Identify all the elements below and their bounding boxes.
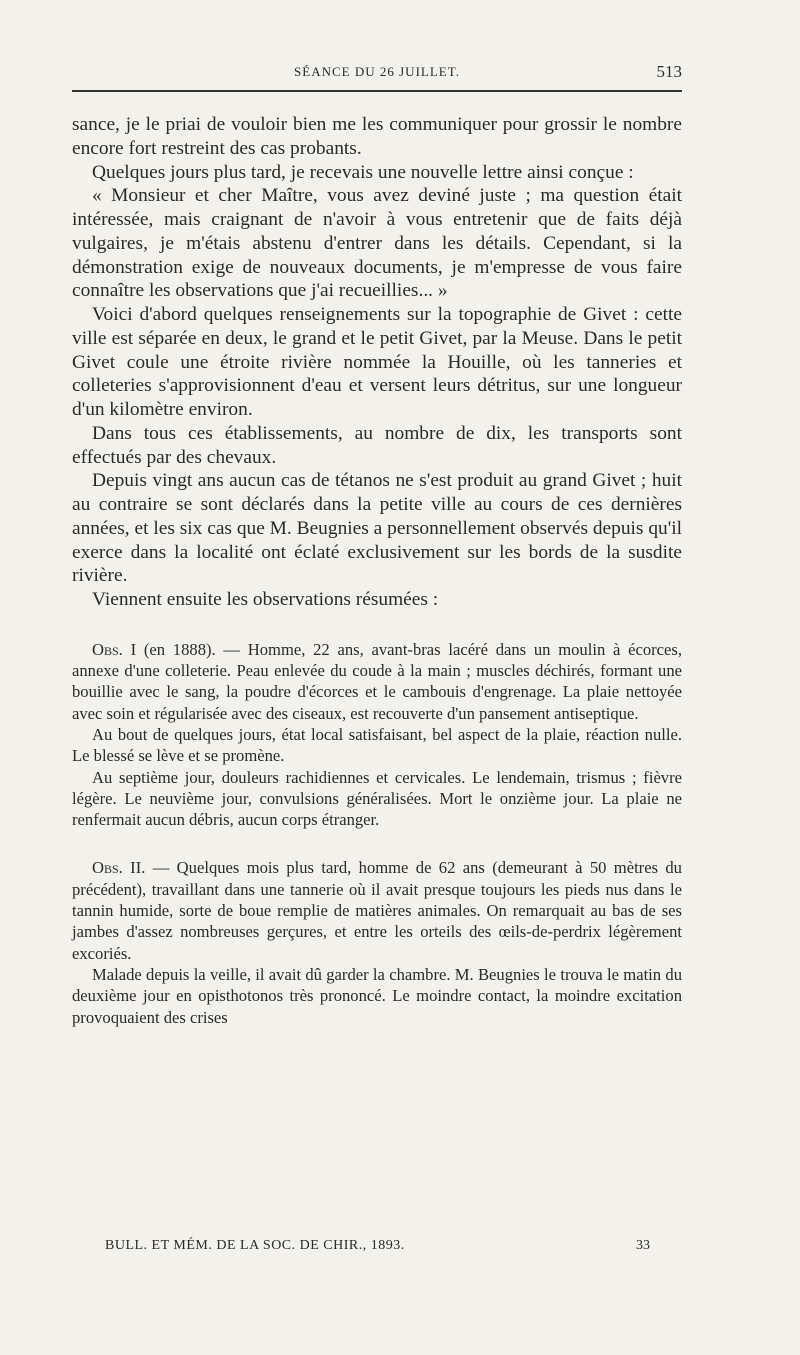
observation-paragraph <box>72 857 682 963</box>
observation-1 <box>72 639 682 831</box>
observation-text: — Quelques mois plus tard, homme de 62 ans (demeurant à 50 mètres du précédent), travaillant dans une tannerie où il avait presque toujours les pieds nus dans le tannin humide, sorte de boue remplie de matières animales. On remarquait au bas de ses jambes d'assez nombreuses gerçures, et entre les orteils des œils-de-perdrix légèrement excoriés. <box>72 858 682 963</box>
header-title: SÉANCE DU 26 JUILLET. <box>294 64 460 79</box>
signature-number: 33 <box>636 1238 650 1253</box>
page-number: 513 <box>656 62 682 81</box>
running-header <box>72 60 682 92</box>
observation-paragraph <box>72 639 682 724</box>
paragraph: sance, je le priai de vouloir bien me les communiquer pour grossir le nombre encore fort restreint des cas probants. <box>72 114 682 159</box>
observation-paragraph: Au bout de quelques jours, état local satisfaisant, bel aspect de la plaie, réaction nulle. Le blessé se lève et se promène. <box>72 724 682 766</box>
paragraph: Viennent ensuite les observations résumées : <box>92 589 439 610</box>
observation-2 <box>72 857 682 1027</box>
footer-source: BULL. ET MÉM. DE LA SOC. DE CHIR., 1893. <box>105 1238 405 1253</box>
page <box>72 60 682 1028</box>
paragraph: Quelques jours plus tard, je recevais une nouvelle lettre ainsi conçue : <box>92 161 634 183</box>
paragraph: Voici d'abord quelques renseignements sur la topographie de Givet : cette ville est séparée en deux, le grand et le petit Givet, par la Meuse. Dans le petit Givet coule une étroite rivière nommée la Houille, où les tanneries et colleteries s'approvisionnent d'eau et versent leurs détritus, sur une longueur d'un kilomètre environ. <box>72 304 682 420</box>
paragraph: Depuis vingt ans aucun cas de tétanos ne s'est produit au grand Givet ; huit au contraire se sont déclarés dans la petite ville au cours de ces dernières années, et les six cas que M. Beugnies a personnellement observés depuis qu'il exerce dans la localité ont éclaté exclusivement sur les bords de la susdite rivière. <box>72 470 682 587</box>
observation-paragraph: Au septième jour, douleurs rachidiennes et cervicales. Le lendemain, trismus ; fièvre légère. Le neuvième jour, convulsions généralisées. Mort le onzième jour. La plaie ne renfermait aucun débris, aucun corps étranger. <box>72 767 682 830</box>
observation-label: Obs. II. <box>92 858 146 878</box>
quoted-letter: « Monsieur et cher Maître, vous avez deviné juste ; ma question était intéressée, mais craignant de n'avoir à vous entretenir que de faits déjà vulgaires, je m'étais abstenu d'entrer dans les détails. Cependant, si la démonstration exige de nouveaux documents, je m'empresse de vous faire connaître les observations que j'ai recueillies... » <box>72 185 682 302</box>
observation-label: Obs. I <box>92 639 137 659</box>
paragraph: Dans tous ces établissements, au nombre de dix, les transports sont effectués par des chevaux. <box>72 422 682 468</box>
observation-paragraph: Malade depuis la veille, il avait dû garder la chambre. M. Beugnies le trouva le matin du deuxième jour en opisthotonos très prononcé. Le moindre contact, la moindre excitation provoquaient des crises <box>72 964 682 1027</box>
main-text <box>72 113 682 612</box>
observation-text: (en 1888). — Homme, 22 ans, avant-bras lacéré dans un moulin à écorces, annexe d'une colleterie. Peau enlevée du coude à la main ; muscles déchirés, formant une bouillie avec le sang, la poudre d'écorces et le cambouis d'engrenage. La plaie nettoyée avec soin et régularisée avec des ciseaux, est recouverte d'un pansement antiseptique. <box>72 639 682 723</box>
